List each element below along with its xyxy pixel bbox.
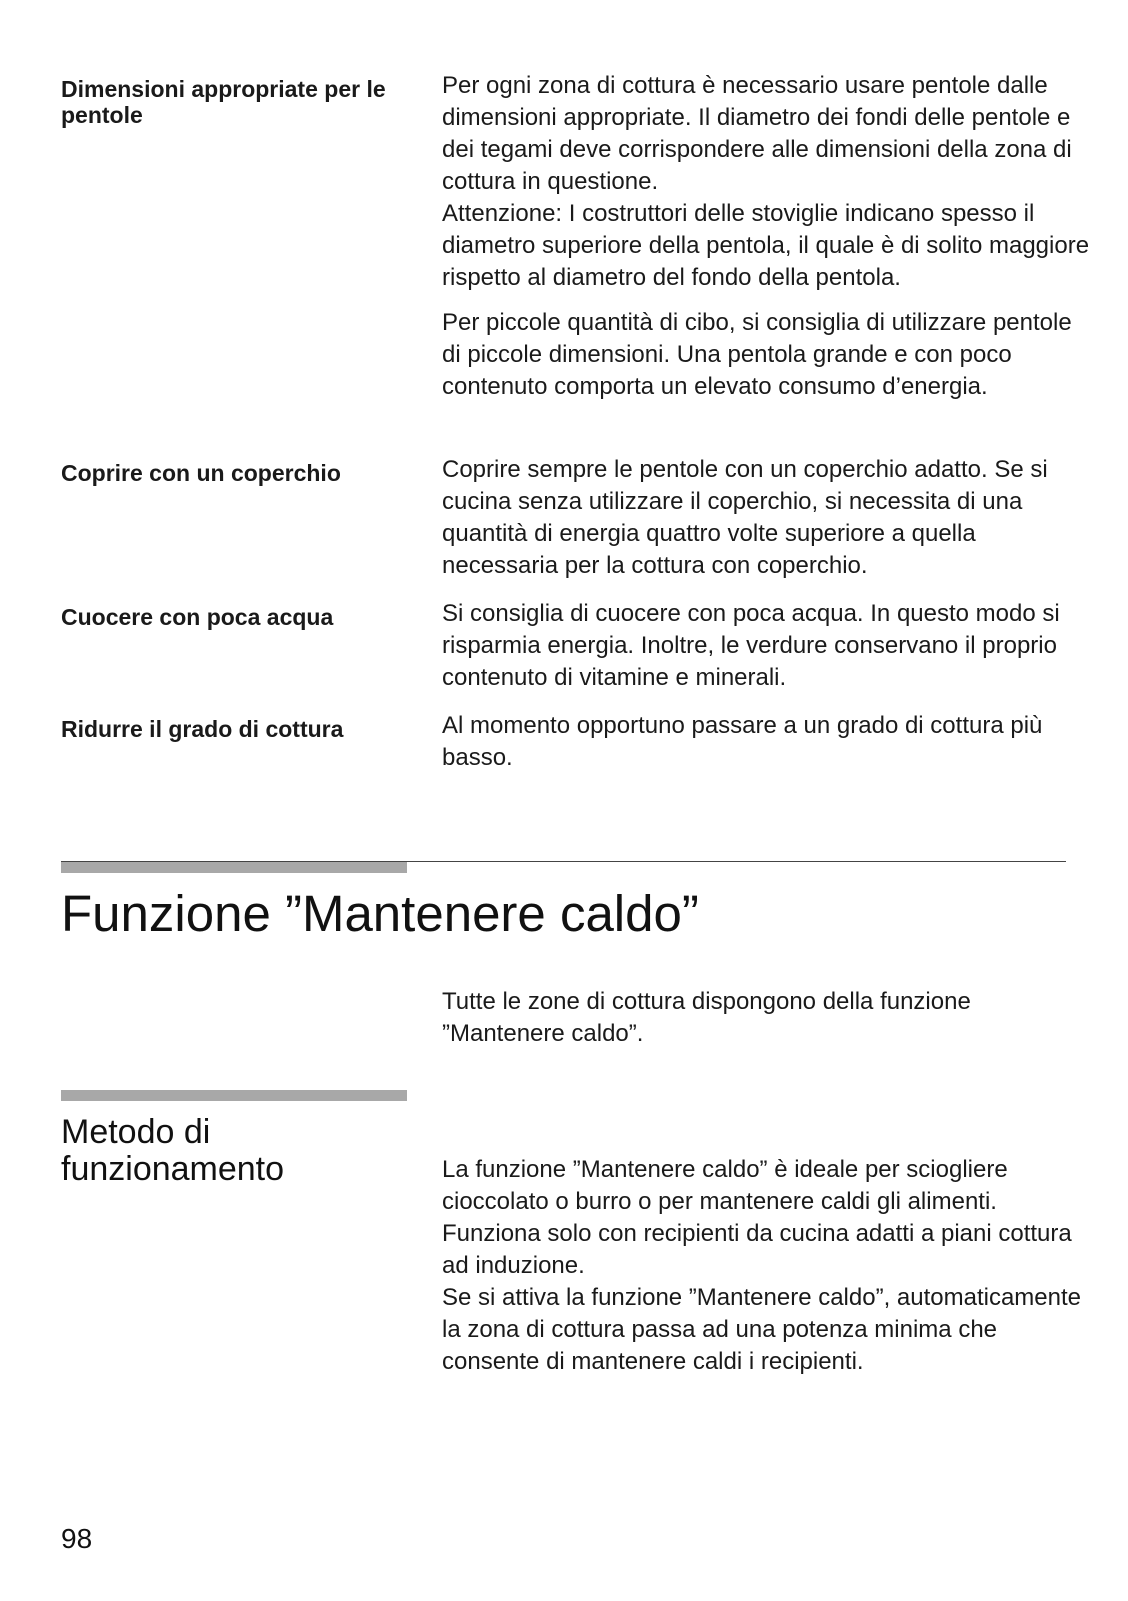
paragraph: Si consiglia di cuocere con poca acqua. In questo modo si risparmia energia. Inoltre, le verdure conservano il proprio contenuto di vitamine e minerali. xyxy=(442,600,1060,691)
subsection-title: Metodo di funzionamento xyxy=(61,1113,285,1188)
paragraph: Attenzione: I costruttori delle stoviglie indicano spesso il diametro superiore della pentola, il quale è di solito maggiore rispetto al diametro del fondo della pentola. xyxy=(442,200,1090,291)
chapter-accent-bar xyxy=(61,862,407,873)
section-label-little-water: Cuocere con poca acqua xyxy=(61,604,334,630)
paragraph: Per piccole quantità di cibo, si consiglia di utilizzare pentole di piccole dimensioni. Una pentola grande e con poco contenuto comporta un elevato consumo d’energia. xyxy=(442,309,1072,400)
chapter-title: Funzione ”Mantenere caldo” xyxy=(61,885,699,942)
chapter-intro xyxy=(442,986,1092,1050)
subsection-body xyxy=(442,1154,1092,1378)
paragraph: Al momento opportuno passare a un grado di cottura più basso. xyxy=(442,712,1043,771)
section-body-little-water xyxy=(442,598,1092,694)
paragraph: Tutte le zone di cottura dispongono della funzione ”Mantenere caldo”. xyxy=(442,988,971,1047)
paragraph: Per ogni zona di cottura è necessario usare pentole dalle dimensioni appropriate. Il diametro dei fondi delle pentole e dei tegami deve corrispondere alle dimensioni della zona di cottura in questione. xyxy=(442,72,1072,195)
section-label-pot-size: Dimensioni appropriate per le pentole xyxy=(61,76,386,128)
page-number: 98 xyxy=(61,1523,93,1554)
paragraph: La funzione ”Mantenere caldo” è ideale per sciogliere cioccolato o burro o per mantenere caldi gli alimenti. Funziona solo con recipienti da cucina adatti a piani cottura ad induzione. xyxy=(442,1156,1072,1279)
section-body-reduce-level xyxy=(442,710,1092,774)
section-label-lid: Coprire con un coperchio xyxy=(61,460,341,486)
paragraph: Se si attiva la funzione ”Mantenere caldo”, automaticamente la zona di cottura passa ad una potenza minima che consente di mantenere caldi i recipienti. xyxy=(442,1284,1082,1375)
paragraph: Coprire sempre le pentole con un coperchio adatto. Se si cucina senza utilizzare il coperchio, si necessita di una quantità di energia quattro volte superiore a quella necessaria per la cottura con coperchio. xyxy=(442,456,1048,579)
section-label-reduce-level: Ridurre il grado di cottura xyxy=(61,716,344,742)
section-body-lid xyxy=(442,454,1092,582)
section-body-pot-size xyxy=(442,70,1092,403)
subsection-accent-bar xyxy=(61,1090,407,1101)
